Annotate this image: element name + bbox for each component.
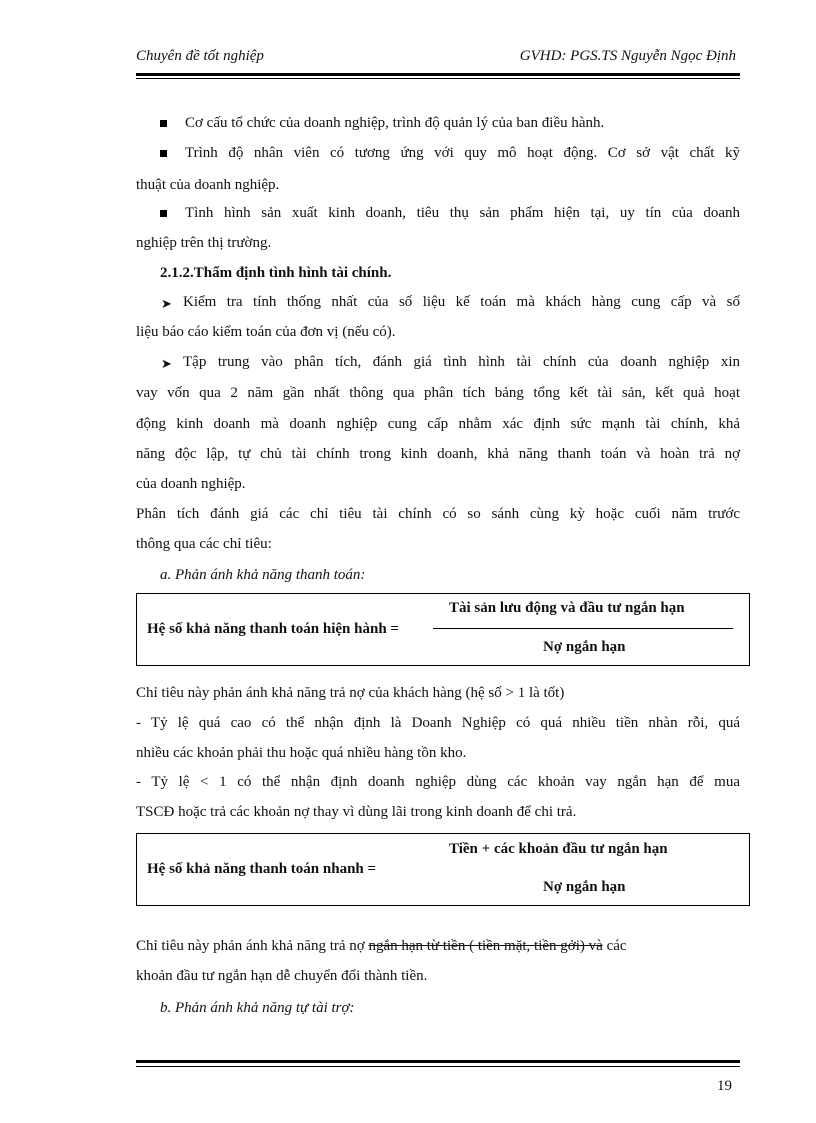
arrow-item-text-cont: liệu báo cáo kiểm toán của đơn vị (nếu có). xyxy=(136,324,396,340)
arrow-bullet-icon: ➤ xyxy=(161,356,172,371)
formula-label: Hệ số khả năng thanh toán hiện hành = xyxy=(147,621,399,637)
paragraph-text-part: các xyxy=(602,938,627,954)
header-rule-thin xyxy=(136,78,740,79)
header-advisor: GVHD: PGS.TS Nguyễn Ngọc Định xyxy=(519,48,736,64)
formula-box-quick-ratio xyxy=(136,833,750,906)
formula-numerator: Tài sản lưu động và đầu tư ngắn hạn xyxy=(449,600,685,616)
formula-denominator: Nợ ngắn hạn xyxy=(543,879,626,895)
footer-rule xyxy=(136,1060,740,1063)
formula-denominator: Nợ ngắn hạn xyxy=(543,639,626,655)
formula-numerator: Tiền + các khoản đầu tư ngắn hạn xyxy=(449,841,668,857)
bullet-text: Cơ cấu tổ chức của doanh nghiệp, trình độ quản lý của ban điều hành. xyxy=(185,115,605,131)
header-title: Chuyên đề tốt nghiệp xyxy=(136,48,264,64)
strikethrough-text: ngắn hạn từ tiền ( tiền mặt, tiền gởi) và xyxy=(368,938,603,954)
page-number: 19 xyxy=(717,1078,732,1094)
paragraph-text: khoản đầu tư ngắn hạn dễ chuyển đổi thành tiền. xyxy=(136,968,428,984)
arrow-item-text-cont: động kinh doanh mà doanh nghiệp cung cấp nhằm xác định sức mạnh tài chính, khả xyxy=(136,416,740,432)
paragraph-text: - Tỷ lệ quá cao có thể nhận định là Doanh Nghiệp có quá nhiều tiền nhàn rỗi, quá xyxy=(136,715,740,731)
paragraph-text: Phân tích đánh giá các chỉ tiêu tài chính có so sánh cùng kỳ hoặc cuối năm trước xyxy=(136,506,740,522)
arrow-item-text: Tập trung vào phân tích, đánh giá tình hình tài chính của doanh nghiệp xin xyxy=(183,354,740,370)
paragraph-text: nhiều các khoản phải thu hoặc quá nhiều hàng tồn kho. xyxy=(136,745,467,761)
bullet-square-icon xyxy=(160,150,167,157)
arrow-item-text: Kiểm tra tính thống nhất của số liệu kế toán mà khách hàng cung cấp và số xyxy=(183,294,740,310)
bullet-text: Tình hình sản xuất kinh doanh, tiêu thụ sản phẩm hiện tại, uy tín của doanh xyxy=(185,205,740,221)
header-rule xyxy=(136,73,740,76)
paragraph-text: TSCĐ hoặc trả các khoản nợ thay vì dùng lãi trong kinh doanh để chi trả. xyxy=(136,804,577,820)
page-header xyxy=(136,44,740,72)
bullet-text-cont: thuật của doanh nghiệp. xyxy=(136,177,280,193)
bullet-square-icon xyxy=(160,210,167,217)
arrow-item-text-cont: năng độc lập, tự chủ tài chính trong kinh doanh, khả năng thanh toán và hoàn trả nợ xyxy=(136,446,740,462)
section-title: 2.1.2.Thẩm định tình hình tài chính. xyxy=(160,265,392,281)
paragraph-text-part: Chỉ tiêu này phản ánh khả năng trả nợ xyxy=(136,938,369,954)
bullet-text-cont: nghiệp trên thị trường. xyxy=(136,235,272,251)
subheading-a: a. Phản ánh khả năng thanh toán: xyxy=(160,567,366,583)
arrow-item-text-cont: vay vốn qua 2 năm gần nhất thông qua phân tích bảng tổng kết tài sản, kết quả hoạt xyxy=(136,385,740,401)
footer-rule-thin xyxy=(136,1066,740,1067)
bullet-square-icon xyxy=(160,120,167,127)
paragraph-text: thông qua các chỉ tiêu: xyxy=(136,536,272,552)
formula-label: Hệ số khả năng thanh toán nhanh = xyxy=(147,861,377,877)
paragraph-text: Chỉ tiêu này phản ánh khả năng trả nợ của khách hàng (hệ số > 1 là tốt) xyxy=(136,685,565,701)
bullet-text: Trình độ nhân viên có tương ứng với quy mô hoạt động. Cơ sở vật chất kỹ xyxy=(185,145,740,161)
paragraph-text: - Tỷ lệ < 1 có thể nhận định doanh nghiệp dùng các khoản vay ngắn hạn để mua xyxy=(136,774,740,790)
fraction-bar xyxy=(433,628,733,629)
arrow-bullet-icon: ➤ xyxy=(161,296,172,311)
subheading-b: b. Phản ánh khả năng tự tài trợ: xyxy=(160,1000,355,1016)
arrow-item-text-cont: của doanh nghiệp. xyxy=(136,476,246,492)
formula-box-current-ratio xyxy=(136,593,750,666)
paragraph-text xyxy=(136,936,740,956)
